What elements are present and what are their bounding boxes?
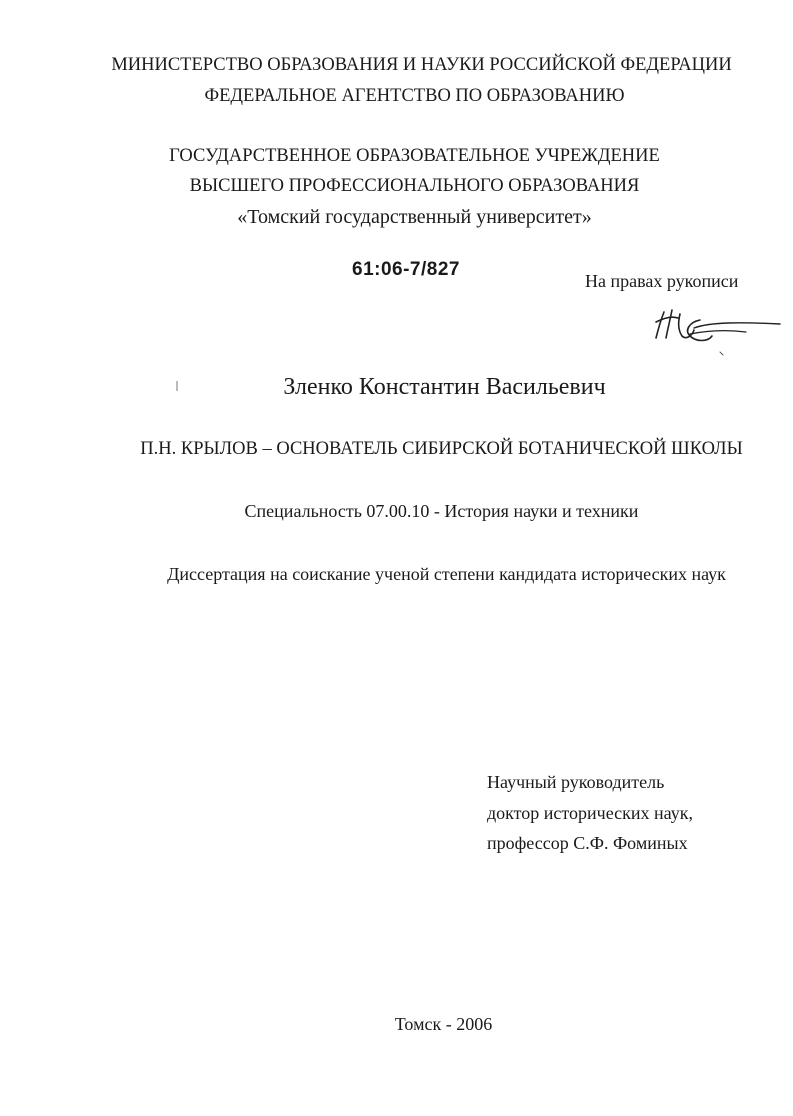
- university-name: «Томский государственный университет»: [237, 206, 592, 228]
- author-name: Зленко Константин Васильевич: [283, 374, 606, 400]
- supervisor-degree: доктор исторических наук,: [487, 803, 693, 823]
- supervisor-role: Научный руководитель: [487, 772, 665, 792]
- catalog-code-stamp: 61:06-7/827: [352, 259, 460, 280]
- agency-heading: ФЕДЕРАЛЬНОЕ АГЕНТСТВО ПО ОБРАЗОВАНИЮ: [204, 86, 625, 106]
- signature-icon: [650, 300, 790, 362]
- institution-line-1: ГОСУДАРСТВЕННОЕ ОБРАЗОВАТЕЛЬНОЕ УЧРЕЖДЕНИЕ: [169, 146, 660, 166]
- manuscript-rights-label: На правах рукописи: [585, 271, 739, 291]
- dissertation-title: П.Н. КРЫЛОВ – ОСНОВАТЕЛЬ СИБИРСКОЙ БОТАНИЧЕСКОЙ ШКОЛЫ: [140, 439, 743, 459]
- specialty-line: Специальность 07.00.10 - История науки и техники: [244, 501, 639, 521]
- institution-line-2: ВЫСШЕГО ПРОФЕССИОНАЛЬНОГО ОБРАЗОВАНИЯ: [189, 176, 640, 196]
- ministry-heading: МИНИСТЕРСТВО ОБРАЗОВАНИЯ И НАУКИ РОССИЙСКОЙ ФЕДЕРАЦИИ: [111, 55, 732, 75]
- city-year: Томск - 2006: [394, 1014, 493, 1034]
- degree-line: Диссертация на соискание ученой степени кандидата исторических наук: [167, 564, 726, 584]
- supervisor-name: профессор С.Ф. Фоминых: [487, 833, 688, 853]
